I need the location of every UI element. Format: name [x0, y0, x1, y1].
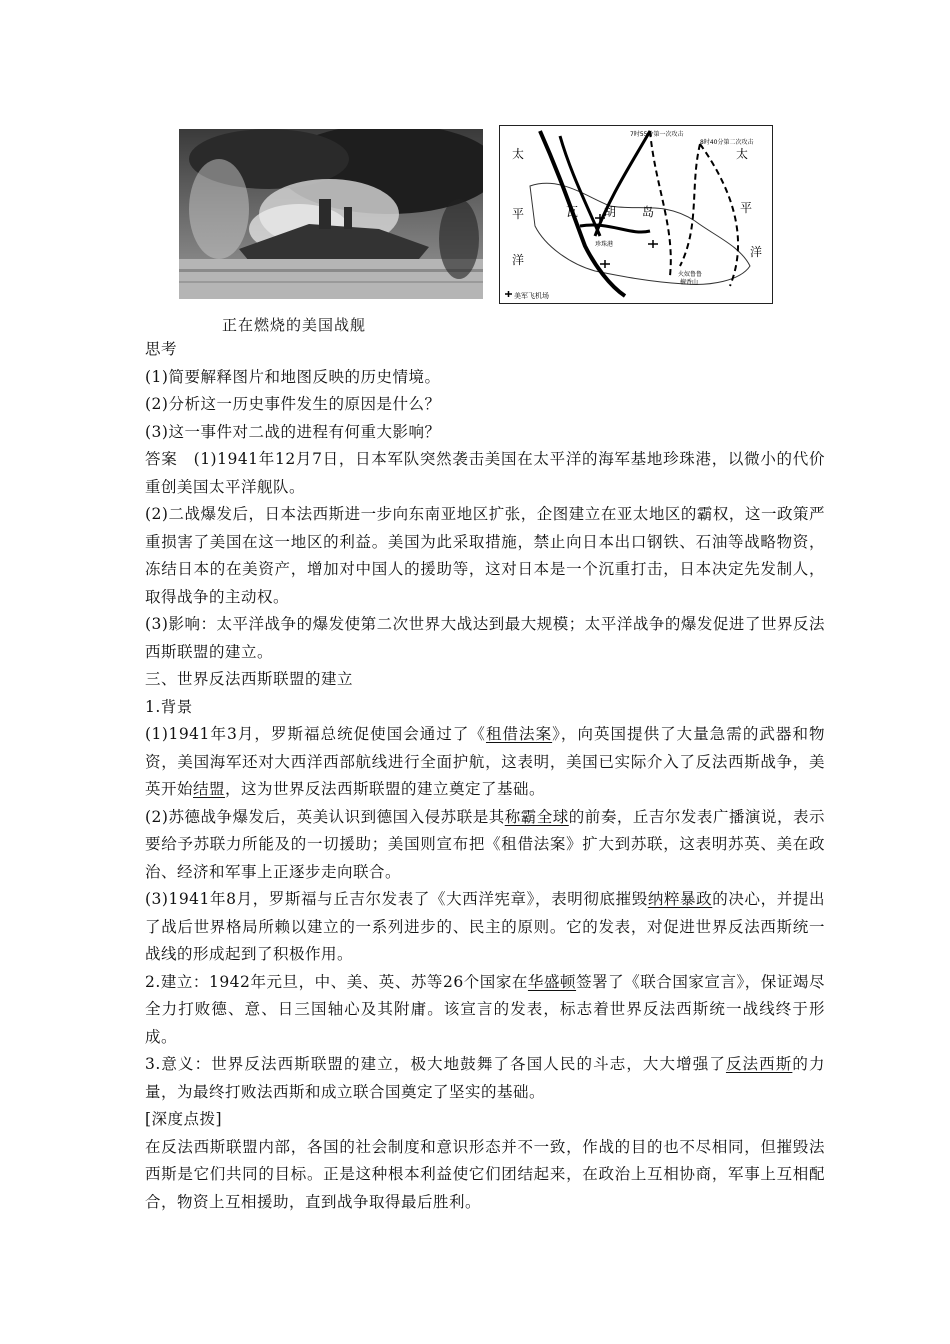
bg3-text-b: 的决心，并提出了战后世界格局所赖以建立的一系列进步的、民主的原则。它的发表，对促进世界反法西斯统一战线的形成起到了积极作用。 — [145, 890, 825, 963]
sig-text-a: 3.意义：世界反法西斯联盟的建立，极大地鼓舞了各国人民的斗志，大大增强了 — [145, 1055, 726, 1073]
map-label-pearl-harbor: 珍珠港 — [595, 241, 614, 248]
background-title: 1.背景 — [145, 697, 193, 716]
battleship-image — [179, 129, 483, 299]
bg1-underline-alliance: 结盟 — [193, 780, 226, 798]
map-label-yang-right: 洋 — [750, 245, 763, 259]
question-3: (3)这一事件对二战的进程有何重大影响？ — [145, 422, 441, 441]
answer-label: 答案 — [145, 450, 178, 468]
figure-caption: 正在燃烧的美国战舰 — [222, 316, 367, 334]
map-label-ping-right: 平 — [740, 201, 753, 215]
answer-3: (3)影响：太平洋战争的爆发使第二次世界大战达到最大规模；太平洋战争的爆发促进了世界反法西斯联盟的建立。 — [145, 615, 825, 661]
bg1-text-c: ，这为世界反法西斯联盟的建立奠定了基础。 — [225, 780, 546, 798]
answer-2: (2)二战爆发后，日本法西斯进一步向东南亚地区扩张，企图建立在亚太地区的霸权，这一政策严重损害了美国在这一地区的利益。美国为此采取措施，禁止向日本出口钢铁、石油等战略物资，冻结日本的在美资产，增加对中国人的援助等，这对日本是一个沉重打击，日本决定先发制人，取得战争的主动权。 — [145, 505, 825, 606]
map-label-tai-right: 太 — [736, 147, 749, 161]
bg2-underline-dominate: 称霸全球 — [504, 807, 569, 826]
answer-1 — [145, 446, 825, 501]
establishment — [145, 969, 825, 1052]
answer-1-text: (1)1941年12月7日，日本军队突然袭击美国在太平洋的海军基地珍珠港，以微小的代价重创美国太平洋舰队。 — [145, 450, 825, 496]
bg2-text-b: 的前奏，丘吉尔发表广播演说，表示要给予苏联力所能及的一切援助；美国则宣布把《租借法案》扩大到苏联，这表明苏英、美在政治、经济和军事上正逐步走向联合。 — [145, 807, 825, 881]
bg1-text-a: (1)1941年3月，罗斯福总统促使国会通过了《 — [145, 725, 486, 743]
think-title: 思考 — [145, 340, 178, 358]
map-label-wa: 瓦 — [566, 205, 579, 219]
map-label-ping-left: 平 — [512, 207, 525, 221]
map-label-honolulu: 檀香山 — [680, 279, 699, 286]
question-2: (2)分析这一历史事件发生的原因是什么？ — [145, 395, 441, 413]
bg3-text-a: (3)1941年8月，罗斯福与丘吉尔发表了《大西洋宪章》，表明彻底摧毁 — [145, 890, 648, 908]
bg1-text-b: 》，向英国提供了大量急需的武器和物资，美国海军还对大西洋西部航线进行全面护航，这表明，美国已实际介入了反法西斯战争，美英开始 — [145, 725, 825, 798]
background-3 — [145, 886, 825, 969]
est-text-a: 2.建立：1942年元旦，中、美、英、苏等26个国家在 — [145, 972, 528, 991]
background-2 — [145, 804, 825, 887]
burning-battleship-photo — [179, 129, 483, 299]
map-label-second-attack: 8时40分第二次攻击 — [700, 139, 754, 146]
significance — [145, 1051, 825, 1106]
bg3-underline-nazi: 纳粹暴政 — [647, 890, 713, 908]
est-underline-washington: 华盛顿 — [527, 972, 577, 991]
deep-insight-title: [深度点拨] — [145, 1110, 223, 1128]
sig-underline-antifascist: 反法西斯 — [725, 1055, 793, 1073]
pearl-harbor-attack-map — [499, 125, 773, 304]
background-1 — [145, 721, 825, 804]
map-label-first-attack: 7时55分第一次攻击 — [630, 131, 684, 138]
est-text-b: 签署了《联合国家宣言》，保证竭尽全力打败德、意、日三国轴心及其附庸。该宣言的发表，标志着世界反法西斯统一战线终于形成。 — [145, 972, 825, 1046]
map-label-hu: 胡 — [604, 205, 617, 219]
bg1-underline-lend-lease: 租借法案 — [485, 725, 553, 743]
sig-text-b: 的力量，为最终打败法西斯和成立联合国奠定了坚实的基础。 — [145, 1055, 825, 1101]
document-body — [145, 336, 825, 1216]
section-heading: 三、世界反法西斯联盟的建立 — [145, 670, 354, 688]
map-label-dao: 岛 — [642, 205, 655, 219]
bg2-text-a: (2)苏德战争爆发后，英美认识到德国入侵苏联是其 — [145, 807, 505, 826]
map-legend-airfield: 美军飞机场 — [514, 292, 549, 300]
airplane-icon — [505, 291, 512, 297]
map-label-volcano: 火奴鲁鲁 — [678, 271, 703, 278]
map-label-yang-left: 洋 — [512, 253, 525, 267]
question-1: (1)简要解释图片和地图反映的历史情境。 — [145, 367, 441, 386]
deep-insight-text: 在反法西斯联盟内部，各国的社会制度和意识形态并不一致，作战的目的也不尽相同，但摧毁法西斯是它们共同的目标。正是这种根本利益使它们团结起来，在政治上互相协商，军事上互相配合，物资上互相援助，直到战争取得最后胜利。 — [145, 1137, 825, 1211]
attack-route-map — [500, 126, 772, 303]
map-label-tai-left: 太 — [512, 147, 525, 161]
